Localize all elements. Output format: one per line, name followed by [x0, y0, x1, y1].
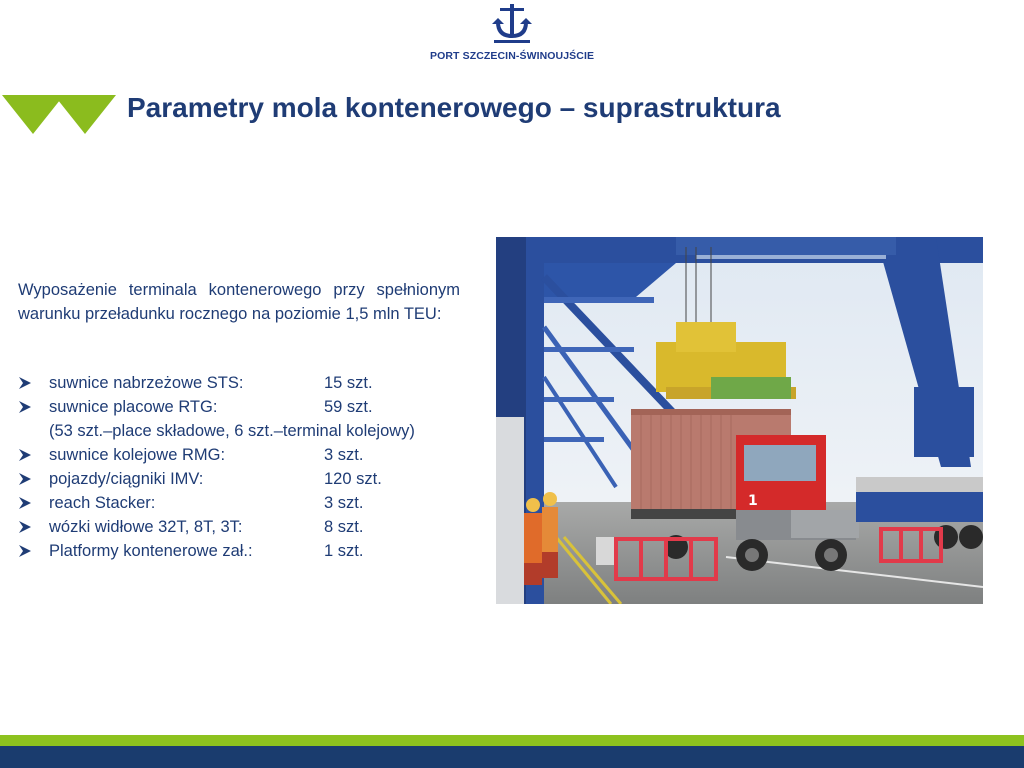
- arrow-bullet-icon: [18, 448, 32, 462]
- item-value: 3 szt.: [324, 494, 364, 512]
- intro-paragraph: Wyposażenie terminala kontenerowego przy spełnionym warunku przeładunku rocznego na poziomie 1,5 mln TEU:: [18, 281, 460, 323]
- item-value: 8 szt.: [324, 518, 364, 536]
- arrow-bullet-icon: [18, 520, 32, 534]
- arrow-bullet-icon: [18, 376, 32, 390]
- arrow-bullet-icon: [18, 472, 32, 486]
- item-value: 59 szt.: [324, 398, 373, 416]
- item-value: 3 szt.: [324, 446, 364, 464]
- arrow-bullet-icon: [18, 496, 32, 510]
- container-terminal-photo: [496, 237, 983, 604]
- item-label: wózki widłowe 32T, 8T, 3T:: [49, 518, 243, 536]
- footer-blue-band: [0, 746, 1024, 768]
- item-value: 1 szt.: [324, 542, 364, 560]
- anchor-logo-icon: [490, 4, 534, 44]
- item-value: 15 szt.: [324, 374, 373, 392]
- item-label: suwnice placowe RTG:: [49, 398, 218, 416]
- item-value: 120 szt.: [324, 470, 382, 488]
- item-label: suwnice kolejowe RMG:: [49, 446, 226, 464]
- item-label: pojazdy/ciągniki IMV:: [49, 470, 204, 488]
- item-note: (53 szt.–place składowe, 6 szt.–terminal kolejowy): [49, 422, 415, 440]
- logo-text: PORT SZCZECIN-ŚWINOUJŚCIE: [430, 50, 595, 62]
- arrow-bullet-icon: [18, 400, 32, 414]
- truck-number: 1: [748, 493, 758, 509]
- green-triangle-decoration: [54, 95, 116, 134]
- port-logo: [430, 4, 594, 66]
- item-label: suwnice nabrzeżowe STS:: [49, 374, 244, 392]
- page-title: Parametry mola kontenerowego – suprastruktura: [127, 92, 781, 123]
- arrow-bullet-icon: [18, 544, 32, 558]
- item-label: reach Stacker:: [49, 494, 156, 512]
- item-label: Platformy kontenerowe zał.:: [49, 542, 253, 560]
- footer-green-band: [0, 735, 1024, 746]
